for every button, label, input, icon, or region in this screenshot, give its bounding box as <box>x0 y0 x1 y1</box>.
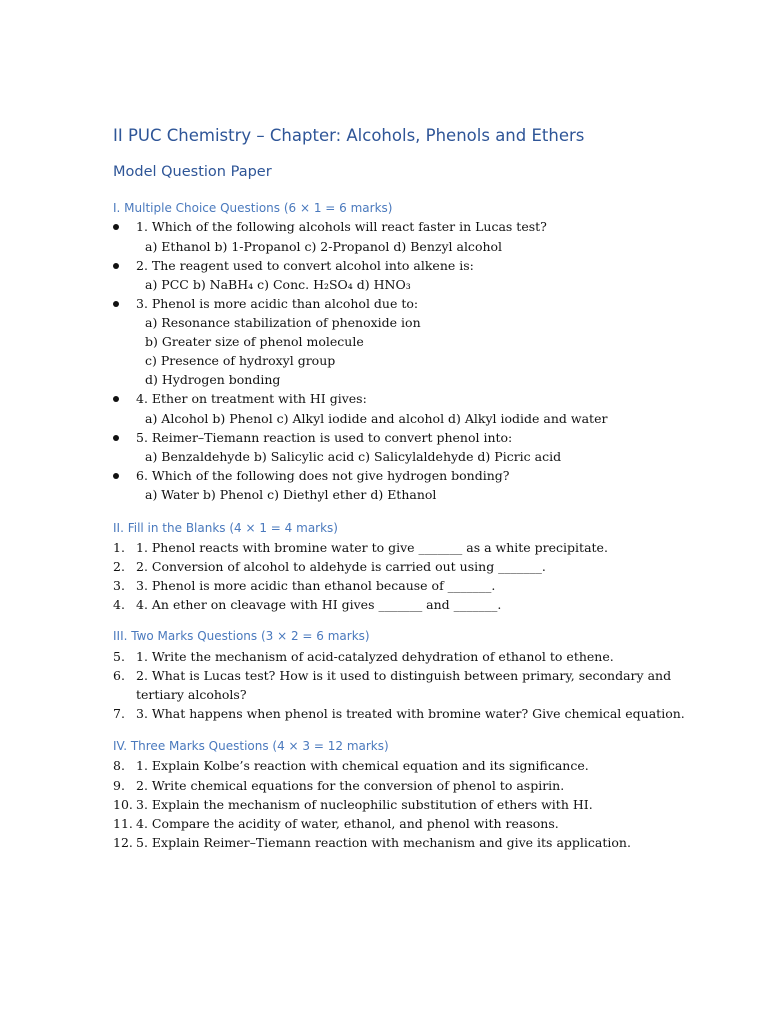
bullet-icon <box>113 301 119 307</box>
list-number: 7. <box>113 706 125 721</box>
question-option: d) Hydrogen bonding <box>145 372 281 387</box>
question-option: a) Alcohol b) Phenol c) Alkyl iodide and alcohol d) Alkyl iodide and water <box>145 411 608 426</box>
question-text: 5. Reimer–Tiemann reaction is used to convert phenol into: <box>136 430 513 445</box>
list-number: 9. <box>113 778 125 793</box>
question-option: a) Ethanol b) 1-Propanol c) 2-Propanol d) Benzyl alcohol <box>145 239 503 254</box>
bullet-icon <box>113 473 119 479</box>
question-text: 1. Phenol reacts with bromine water to give _______ as a white precipitate. <box>136 540 608 555</box>
question-text: 5. Explain Reimer–Tiemann reaction with mechanism and give its application. <box>136 835 631 850</box>
question-text: 6. Which of the following does not give hydrogen bonding? <box>136 468 510 483</box>
document-subtitle: Model Question Paper <box>113 164 272 180</box>
question-text: 1. Write the mechanism of acid-catalyzed dehydration of ethanol to ethene. <box>136 649 614 664</box>
section-heading: III. Two Marks Questions (3 × 2 = 6 marks) <box>113 629 370 643</box>
bullet-icon <box>113 435 119 441</box>
question-option: b) Greater size of phenol molecule <box>145 334 364 349</box>
document-title: II PUC Chemistry – Chapter: Alcohols, Phenols and Ethers <box>113 126 585 145</box>
list-number: 1. <box>113 540 125 555</box>
list-number: 8. <box>113 758 125 773</box>
question-text: 3. Phenol is more acidic than alcohol due to: <box>136 296 419 311</box>
bullet-icon <box>113 224 119 230</box>
section-heading: I. Multiple Choice Questions (6 × 1 = 6 marks) <box>113 201 393 215</box>
question-text: 4. An ether on cleavage with HI gives _______ and _______. <box>136 597 502 612</box>
list-number: 10. <box>113 797 133 812</box>
question-text: 2. What is Lucas test? How is it used to distinguish between primary, secondary and <box>136 668 672 683</box>
question-option: a) PCC b) NaBH₄ c) Conc. H₂SO₄ d) HNO₃ <box>145 277 411 292</box>
list-number: 11. <box>113 816 133 831</box>
section-heading: IV. Three Marks Questions (4 × 3 = 12 marks) <box>113 739 389 753</box>
question-text: 1. Which of the following alcohols will react faster in Lucas test? <box>136 219 547 234</box>
list-number: 2. <box>113 559 125 574</box>
list-number: 5. <box>113 649 125 664</box>
question-text: 2. Conversion of alcohol to aldehyde is carried out using _______. <box>136 559 546 574</box>
question-text: 3. Phenol is more acidic than ethanol because of _______. <box>136 578 496 593</box>
question-text: 2. Write chemical equations for the conversion of phenol to aspirin. <box>136 778 565 793</box>
list-number: 6. <box>113 668 125 683</box>
question-text: 3. What happens when phenol is treated with bromine water? Give chemical equation. <box>136 706 685 721</box>
question-text: 2. The reagent used to convert alcohol into alkene is: <box>136 258 474 273</box>
list-number: 12. <box>113 835 133 850</box>
bullet-icon <box>113 263 119 269</box>
bullet-icon <box>113 396 119 402</box>
list-number: 3. <box>113 578 125 593</box>
section-heading: II. Fill in the Blanks (4 × 1 = 4 marks) <box>113 521 338 535</box>
question-text: 4. Ether on treatment with HI gives: <box>136 391 367 406</box>
question-text-continued: tertiary alcohols? <box>136 687 247 702</box>
question-text: 4. Compare the acidity of water, ethanol, and phenol with reasons. <box>136 816 559 831</box>
question-option: a) Water b) Phenol c) Diethyl ether d) Ethanol <box>145 487 437 502</box>
list-number: 4. <box>113 597 125 612</box>
question-option: a) Benzaldehyde b) Salicylic acid c) Salicylaldehyde d) Picric acid <box>145 449 562 464</box>
question-option: c) Presence of hydroxyl group <box>145 353 336 368</box>
question-text: 3. Explain the mechanism of nucleophilic substitution of ethers with HI. <box>136 797 593 812</box>
question-text: 1. Explain Kolbe’s reaction with chemical equation and its significance. <box>136 758 589 773</box>
question-option: a) Resonance stabilization of phenoxide ion <box>145 315 421 330</box>
